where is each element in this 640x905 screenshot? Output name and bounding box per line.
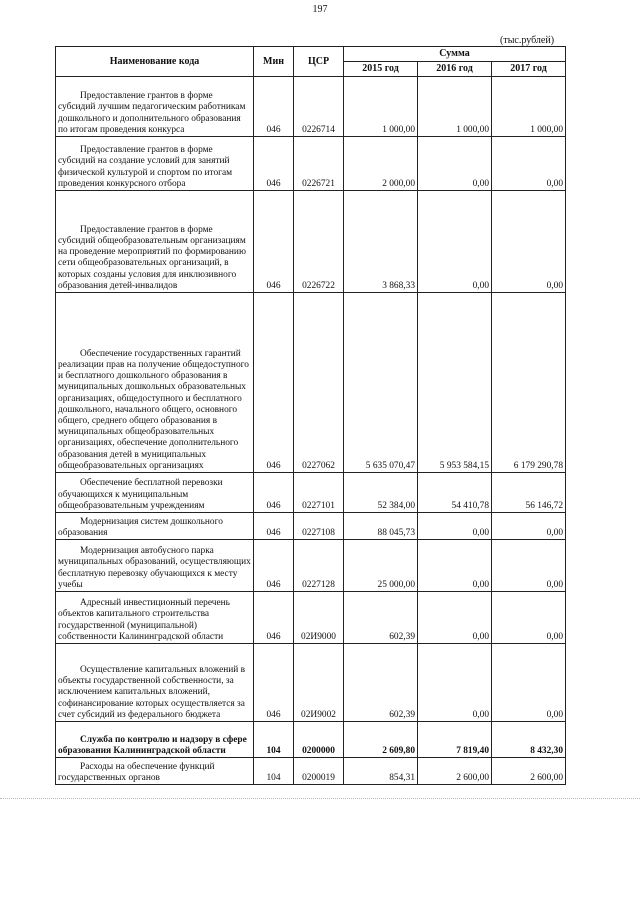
- row-2016: 0,00: [418, 513, 492, 540]
- header-year-2015: 2015 год: [344, 62, 418, 77]
- row-csr: 0226722: [294, 191, 344, 293]
- row-2015: 602,39: [344, 644, 418, 722]
- row-csr: 0200019: [294, 758, 344, 785]
- row-2016: 0,00: [418, 644, 492, 722]
- row-2017: 0,00: [492, 191, 566, 293]
- table-row: [56, 77, 566, 137]
- row-csr: 0227062: [294, 293, 344, 473]
- row-2017: 2 600,00: [492, 758, 566, 785]
- row-csr: 02И9000: [294, 592, 344, 644]
- table-row-section: [56, 722, 566, 758]
- row-2017: 6 179 290,78: [492, 293, 566, 473]
- row-2017: 0,00: [492, 644, 566, 722]
- table-row: [56, 137, 566, 191]
- row-2016: 1 000,00: [418, 77, 492, 137]
- row-min: 046: [254, 644, 294, 722]
- row-2015: 88 045,73: [344, 513, 418, 540]
- row-2015: 1 000,00: [344, 77, 418, 137]
- row-2016: 5 953 584,15: [418, 293, 492, 473]
- row-name: Обеспечение государственных гарантий реализации прав на получение общедоступного и бесплатного дошкольного образования в муниципальных дошкольных образовательных организациях, общедоступного и бесплатного дошкольного, начального общего, основного общего, среднего общего образования в муниципальных общеобразовательных организациях, обеспечение дополнительного образования детей в муниципальных общеобразовательных организациях: [56, 293, 254, 473]
- row-name: Предоставление грантов в форме субсидий общеобразовательным организациям на проведение мероприятий по формированию сети общеобразовательных организаций, в которых созданы условия для инклюзивного образования детей-инвалидов: [56, 191, 254, 293]
- row-2015: 3 868,33: [344, 191, 418, 293]
- table-row: [56, 191, 566, 293]
- row-name: Предоставление грантов в форме субсидий лучшим педагогическим работникам дошкольного и дополнительного образования по итогам проведения конкурса: [56, 77, 254, 137]
- row-2015: 2 609,80: [344, 722, 418, 758]
- row-csr: 0227128: [294, 540, 344, 592]
- row-2017: 0,00: [492, 513, 566, 540]
- row-min: 046: [254, 137, 294, 191]
- row-csr: 0227101: [294, 473, 344, 513]
- row-csr: 0226721: [294, 137, 344, 191]
- row-min: 046: [254, 513, 294, 540]
- row-name: Расходы на обеспечение функций государственных органов: [56, 758, 254, 785]
- row-2017: 0,00: [492, 592, 566, 644]
- header-year-2016: 2016 год: [418, 62, 492, 77]
- row-2016: 2 600,00: [418, 758, 492, 785]
- row-min: 104: [254, 722, 294, 758]
- row-2015: 25 000,00: [344, 540, 418, 592]
- header-csr: ЦСР: [294, 47, 344, 77]
- row-2017: 8 432,30: [492, 722, 566, 758]
- row-csr: 0200000: [294, 722, 344, 758]
- table-row: [56, 293, 566, 473]
- row-2016: 0,00: [418, 540, 492, 592]
- table-row: [56, 540, 566, 592]
- budget-table: [55, 46, 566, 785]
- row-2017: 1 000,00: [492, 77, 566, 137]
- row-min: 046: [254, 592, 294, 644]
- row-2016: 0,00: [418, 592, 492, 644]
- row-name: Осуществление капитальных вложений в объекты государственной собственности, за исключением капитальных вложений, софинансирование которых осуществляется за счет субсидий из федерального бюджета: [56, 644, 254, 722]
- table-row: [56, 644, 566, 722]
- row-2017: 0,00: [492, 540, 566, 592]
- table-row: [56, 473, 566, 513]
- row-min: 046: [254, 540, 294, 592]
- row-csr: 0227108: [294, 513, 344, 540]
- row-name: Служба по контролю и надзору в сфере образования Калининградской области: [56, 722, 254, 758]
- table-row: [56, 592, 566, 644]
- units-label: (тыс.рублей): [500, 35, 555, 46]
- row-2015: 854,31: [344, 758, 418, 785]
- row-name: Предоставление грантов в форме субсидий на создание условий для занятий физической культурой и спортом по итогам проведения конкурсного отбора: [56, 137, 254, 191]
- row-name: Модернизация систем дошкольного образования: [56, 513, 254, 540]
- header-sum: Сумма: [344, 47, 566, 62]
- row-name: Модернизация автобусного парка муниципальных образований, осуществляющих бесплатную перевозку обучающихся к месту учебы: [56, 540, 254, 592]
- row-min: 104: [254, 758, 294, 785]
- row-2017: 0,00: [492, 137, 566, 191]
- row-2015: 602,39: [344, 592, 418, 644]
- row-min: 046: [254, 191, 294, 293]
- row-2017: 56 146,72: [492, 473, 566, 513]
- row-csr: 02И9002: [294, 644, 344, 722]
- row-2016: 54 410,78: [418, 473, 492, 513]
- table-row: [56, 513, 566, 540]
- row-name: Обеспечение бесплатной перевозки обучающихся к муниципальным общеобразовательным учреждениям: [56, 473, 254, 513]
- row-csr: 0226714: [294, 77, 344, 137]
- page-number: 197: [312, 4, 328, 15]
- row-2015: 2 000,00: [344, 137, 418, 191]
- row-name: Адресный инвестиционный перечень объектов капитального строительства государственной (муниципальной) собственности Калининградской области: [56, 592, 254, 644]
- row-min: 046: [254, 473, 294, 513]
- row-min: 046: [254, 77, 294, 137]
- scan-edge-line: [0, 798, 640, 799]
- header-year-2017: 2017 год: [492, 62, 566, 77]
- row-2016: 0,00: [418, 191, 492, 293]
- header-name: Наименование кода: [56, 47, 254, 77]
- header-min: Мин: [254, 47, 294, 77]
- row-2016: 0,00: [418, 137, 492, 191]
- row-min: 046: [254, 293, 294, 473]
- row-2015: 52 384,00: [344, 473, 418, 513]
- row-2015: 5 635 070,47: [344, 293, 418, 473]
- table-row: [56, 758, 566, 785]
- row-2016: 7 819,40: [418, 722, 492, 758]
